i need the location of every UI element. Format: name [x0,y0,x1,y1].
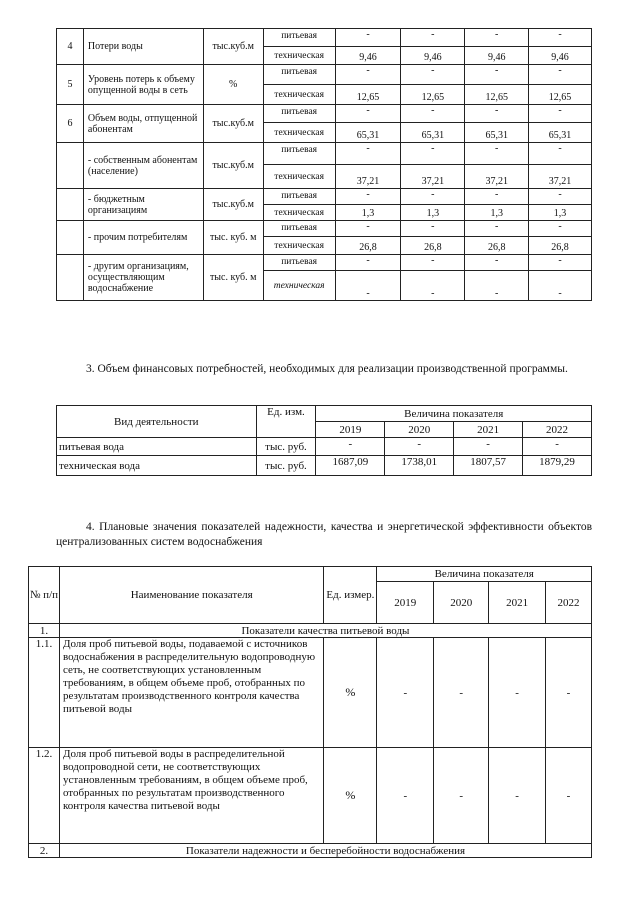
year-header: 2020 [385,422,454,438]
row-num: 5 [57,65,84,105]
reliability-indicators-table [28,566,592,858]
table-row [57,189,592,205]
water-type-drinking: питьевая [263,143,335,165]
row-unit: тыс. куб. м [203,221,263,255]
item-unit: % [324,638,377,748]
row-num: 6 [57,105,84,143]
row-label: - прочим потребителям [83,221,203,255]
technical-value: 1,3 [401,205,465,221]
row-num [57,189,84,221]
drinking-value: - [335,255,401,271]
drinking-value: - [335,143,401,165]
technical-value: - [401,271,465,301]
row-unit: тыс.куб.м [203,29,263,65]
year-header: 2020 [434,582,489,624]
drinking-value: - [335,221,401,237]
technical-value: 37,21 [335,165,401,189]
year-header: 2019 [377,582,434,624]
table-row [57,105,592,123]
item-value: - [489,638,546,748]
group-title: Показатели качества питьевой воды [59,624,591,638]
financial-needs-table [56,405,592,476]
water-type-drinking: питьевая [263,29,335,47]
technical-value: 1,3 [465,205,529,221]
drinking-value: - [465,105,529,123]
col-activity-header: Вид деятельности [57,406,257,438]
row-unit: тыс.куб.м [203,105,263,143]
water-type-technical: техническая [263,123,335,143]
row-label: Уровень потерь к объему опущенной воды в сеть [83,65,203,105]
drinking-value: - [465,65,529,85]
row-label: Объем воды, отпущенной абонентам [83,105,203,143]
item-value: - [546,748,592,844]
table-row [57,65,592,85]
technical-value: 65,31 [465,123,529,143]
technical-value: - [529,271,592,301]
water-type-drinking: питьевая [263,105,335,123]
row-label: - собственным абонентам (население) [83,143,203,189]
row-unit: тыс. руб. [256,438,316,456]
item-value: - [434,748,489,844]
technical-value: 1,3 [335,205,401,221]
drinking-value: - [465,29,529,47]
row-num [57,221,84,255]
row-value: 1807,57 [454,456,523,476]
drinking-value: - [335,189,401,205]
table-row [57,221,592,237]
item-value: - [434,638,489,748]
item-value: - [377,748,434,844]
drinking-value: - [465,255,529,271]
section4-heading: 4. Плановые значения показателей надежности, качества и энергетической эффективности объектов централизованных систем водоснабжения [56,521,592,548]
item-unit: % [324,748,377,844]
group-num: 1. [29,624,60,638]
technical-value: 9,46 [401,47,465,65]
technical-value: 12,65 [465,85,529,105]
technical-value: 9,46 [335,47,401,65]
drinking-value: - [529,29,592,47]
row-unit: тыс. куб. м [203,255,263,301]
technical-value: 9,46 [465,47,529,65]
row-unit: тыс.куб.м [203,143,263,189]
drinking-value: - [465,189,529,205]
drinking-value: - [401,65,465,85]
drinking-value: - [465,143,529,165]
technical-value: 37,21 [465,165,529,189]
technical-value: 12,65 [401,85,465,105]
technical-value: 1,3 [529,205,592,221]
water-type-technical: техническая [263,85,335,105]
drinking-value: - [401,221,465,237]
row-num: 4 [57,29,84,65]
water-type-drinking: питьевая [263,189,335,205]
drinking-value: - [335,29,401,47]
table-row [57,143,592,165]
row-value: - [523,438,592,456]
water-type-technical: техническая [263,237,335,255]
drinking-value: - [335,65,401,85]
water-type-technical: техническая [263,165,335,189]
row-num [57,143,84,189]
row-label: - бюджетным организациям [83,189,203,221]
water-type-technical: техническая [263,271,335,301]
technical-value: 26,8 [335,237,401,255]
col-value-header: Величина показателя [316,406,592,422]
row-value: 1738,01 [385,456,454,476]
row-unit: тыс. руб. [256,456,316,476]
drinking-value: - [529,143,592,165]
drinking-value: - [529,65,592,85]
row-value: 1879,29 [523,456,592,476]
water-balance-table [56,28,592,301]
technical-value: 26,8 [529,237,592,255]
col-unit-header: Ед. измер. [324,567,377,624]
item-name: Доля проб питьевой воды в распределительной водопроводной сети, не соответствующих установленным требованиям, в общем объеме проб, отобранных по результатам производственного контроля качества питьевой воды [59,748,323,844]
drinking-value: - [401,105,465,123]
drinking-value: - [401,143,465,165]
drinking-value: - [465,221,529,237]
row-unit: % [203,65,263,105]
technical-value: - [465,271,529,301]
year-header: 2019 [316,422,385,438]
year-header: 2021 [489,582,546,624]
group-num: 2. [29,844,60,858]
water-type-technical: техническая [263,47,335,65]
drinking-value: - [529,105,592,123]
water-type-drinking: питьевая [263,255,335,271]
year-header: 2022 [523,422,592,438]
drinking-value: - [401,255,465,271]
row-value: 1687,09 [316,456,385,476]
row-value: - [385,438,454,456]
item-num: 1.2. [29,748,60,844]
technical-value: 65,31 [401,123,465,143]
year-header: 2022 [546,582,592,624]
row-label: - другим организациям, осуществляющим водоснабжение [83,255,203,301]
technical-value: 65,31 [529,123,592,143]
drinking-value: - [529,255,592,271]
item-value: - [489,748,546,844]
table-row [57,255,592,271]
year-header: 2021 [454,422,523,438]
drinking-value: - [529,221,592,237]
row-label: Потери воды [83,29,203,65]
row-value: - [454,438,523,456]
item-name: Доля проб питьевой воды, подаваемой с источников водоснабжения в распределительную водопроводную сеть, не соответствующих установленным требованиям, в общем объеме проб, отобранных по результатам производственного контроля качества питьевой воды [59,638,323,748]
technical-value: 26,8 [401,237,465,255]
technical-value: 65,31 [335,123,401,143]
water-type-drinking: питьевая [263,65,335,85]
row-label: питьевая вода [57,438,257,456]
technical-value: 37,21 [529,165,592,189]
col-num-header: № п/п [29,567,60,624]
drinking-value: - [401,189,465,205]
item-num: 1.1. [29,638,60,748]
row-label: техническая вода [57,456,257,476]
technical-value: - [335,271,401,301]
technical-value: 26,8 [465,237,529,255]
section3-heading: 3. Объем финансовых потребностей, необходимых для реализации производственной программы. [86,363,568,375]
water-type-drinking: питьевая [263,221,335,237]
col-unit-header: Ед. изм. [256,406,316,438]
col-name-header: Наименование показателя [59,567,323,624]
technical-value: 9,46 [529,47,592,65]
row-value: - [316,438,385,456]
row-num [57,255,84,301]
technical-value: 37,21 [401,165,465,189]
technical-value: 12,65 [335,85,401,105]
row-unit: тыс.куб.м [203,189,263,221]
drinking-value: - [335,105,401,123]
technical-value: 12,65 [529,85,592,105]
table-row [57,29,592,47]
water-type-technical: техническая [263,205,335,221]
group-title: Показатели надежности и бесперебойности водоснабжения [59,844,591,858]
drinking-value: - [529,189,592,205]
item-value: - [377,638,434,748]
col-value-header: Величина показателя [377,567,592,582]
item-value: - [546,638,592,748]
drinking-value: - [401,29,465,47]
